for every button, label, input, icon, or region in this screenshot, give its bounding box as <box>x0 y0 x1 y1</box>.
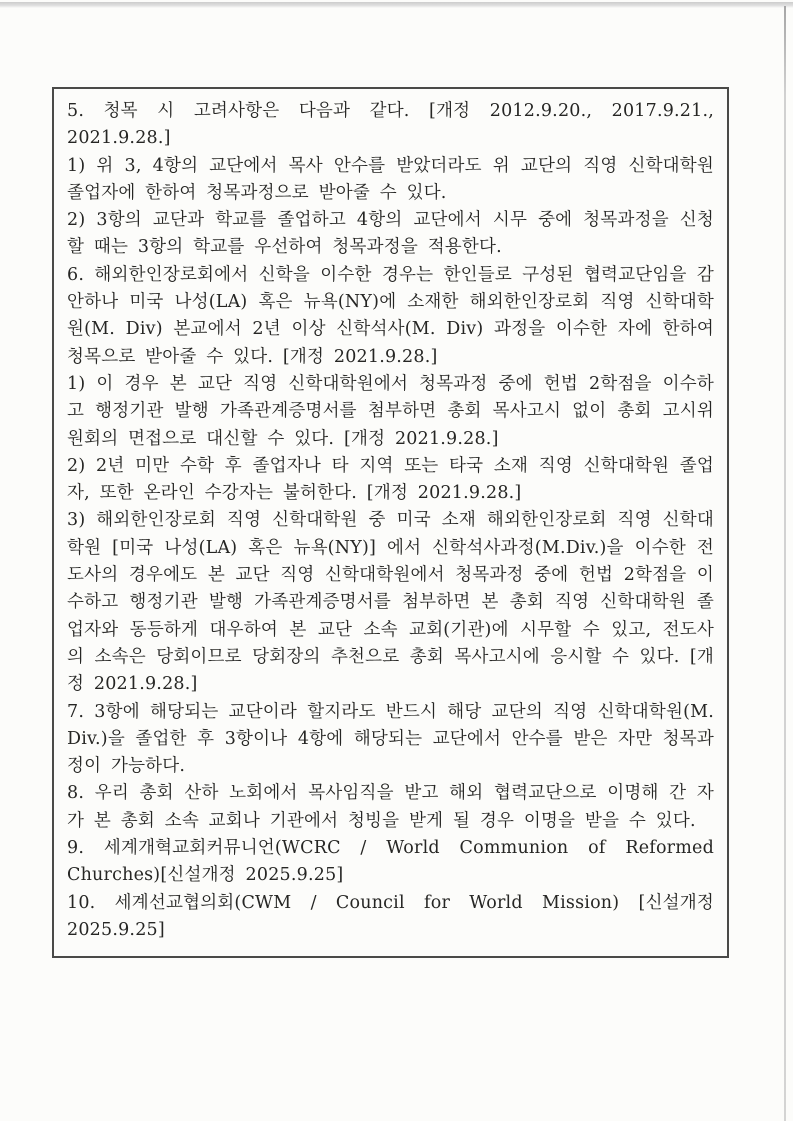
regulation-paragraph: 7. 3항에 해당되는 교단이라 할지라도 반드시 해당 교단의 직영 신학대학원(M. Div.)을 졸업한 후 3항이나 4항에 해당되는 교단에서 안수를 받은 자만 청목과정이 가능하다. <box>67 701 714 777</box>
regulation-paragraph: 6. 해외한인장로회에서 신학을 이수한 경우는 한인들로 구성된 협력교단임을 감안하나 미국 나성(LA) 혹은 뉴욕(NY)에 소재한 해외한인장로회 직영 신학대학원(M. Div) 본교에서 2년 이상 신학석사(M. Div) 과정을 이수한 자에 한하여 청목으로 받아줄 수 있다. [개정 2021.9.28.] <box>67 264 714 367</box>
regulation-paragraph: 1) 이 경우 본 교단 직영 신학대학원에서 청목과정 중에 헌법 2학점을 이수하고 행정기관 발행 가족관계증명서를 첨부하면 총회 목사고시 없이 총회 고시위원회의 면접으로 대신할 수 있다. [개정 2021.9.28.] <box>67 373 714 449</box>
scan-artifact-right-line <box>784 6 786 1121</box>
regulation-paragraph: 9. 세계개혁교회커뮤니언(WCRC / World Communion of Reformed Churches)[신설개정 2025.9.25] <box>67 838 714 886</box>
regulation-paragraph: 10. 세계선교협의회(CWM / Council for World Mission) [신설개정 2025.9.25] <box>67 892 714 940</box>
regulation-paragraph: 2) 3항의 교단과 학교를 졸업하고 4항의 교단에서 시무 중에 청목과정을 신청할 때는 3항의 학교를 우선하여 청목과정을 적용한다. <box>67 210 714 258</box>
regulation-paragraph: 3) 해외한인장로회 직영 신학대학원 중 미국 소재 해외한인장로회 직영 신학대학원 [미국 나성(LA) 혹은 뉴욕(NY)] 에서 신학석사과정(M.Div.)을 이수한 전도사의 경우에도 본 교단 직영 신학대학원에서 청목과정 중에 헌법 2학점을 이수하고 행정기관 발행 가족관계증명서를 첨부하면 본 총회 직영 신학대학원 졸업자와 동등하게 대우하여 본 교단 소속 교회(기관)에 시무할 수 있고, 전도사의 소속은 당회이므로 당회장의 추천으로 총회 목사고시에 응시할 수 있다. [개정 2021.9.28.] <box>67 510 714 695</box>
regulation-paragraph: 5. 청목 시 고려사항은 다음과 같다. [개정 2012.9.20., 2017.9.21., 2021.9.28.] <box>67 101 714 149</box>
regulation-paragraph: 2) 2년 미만 수학 후 졸업자나 타 지역 또는 타국 소재 직영 신학대학원 졸업자, 또한 온라인 수강자는 불허한다. [개정 2021.9.28.] <box>67 455 714 504</box>
regulation-paragraph: 1) 위 3, 4항의 교단에서 목사 안수를 받았더라도 위 교단의 직영 신학대학원 졸업자에 한하여 청목과정으로 받아줄 수 있다. <box>67 155 714 203</box>
regulation-paragraph: 8. 우리 총회 산하 노회에서 목사임직을 받고 해외 협력교단으로 이명해 간 자가 본 총회 소속 교회나 기관에서 청빙을 받게 될 경우 이명을 받을 수 있다. <box>67 783 714 831</box>
regulation-text-box <box>52 87 729 958</box>
scan-artifact-top-line <box>0 2 793 8</box>
